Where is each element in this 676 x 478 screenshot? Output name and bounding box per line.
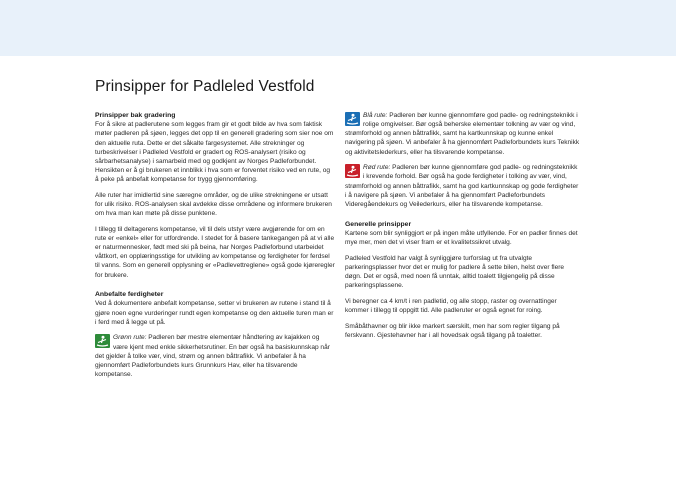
blue-route-paragraph: [345, 111, 580, 157]
paragraph-generelle-3: Vi beregner ca 4 km/t i ren padletid, og alle stopp, raster og overnattinger kommer i tillegg til oppgitt tid. Alle padleruter er også egnet for roing.: [345, 297, 557, 314]
left-column: [95, 111, 335, 386]
green-route-text: Padleren bør mestre elementær håndtering av kajakken og være kjent med enkle sikkerhetsrutiner. En bør også ha basiskunnskap når det gjelder å tolke vær, vind, strøm og annen båttrafikk. Vi anbefaler å ha gjennomført Padleforbundets kurs Grunnkurs Hav, eller ha tilsvarende kompetanse.: [95, 334, 330, 378]
section-heading-gradering: Prinsipper bak gradering: [95, 112, 176, 119]
top-band: [0, 0, 676, 56]
paragraph-generelle-2: Padleled Vestfold har valgt å synliggjøre turforslag ut fra utvalgte parkeringsplasser hvor det er mulig for padlere å sette bilen, helst over flere døgn. Det er også, med noen få unntak, alltid toalett tilgjengelig på disse parkeringsplassene.: [345, 254, 565, 290]
paragraph-ferdigheter-1: Ved å dokumentere anbefalt kompetanse, setter vi brukeren av rutene i stand til å gjøre noen egne vurderinger rundt egen kompetanse og den aktuelle turen man er i ferd med å legge ut på.: [95, 300, 334, 326]
paddler-red-icon: [345, 164, 360, 178]
blue-route-text: Padleren bør kunne gjennomføre god padle- og redningsteknikk i rolige omgivelser. Bør også beherske elementær tolkning av vær og vind, strømforhold og annen båttrafikk, samt ha kartkunnskap og kunne enkel navigering på sjøen. Vi anbefaler å ha gjennomført Padleforbundets kurs Teknikk og aktivitetslederkurs, eller ha tilsvarende kompetanse.: [345, 112, 580, 156]
paragraph-generelle-1: Kartene som blir synliggjort er på ingen måte utfyllende. For en padler finnes det mye mer, men det vi viser fram er et kvalitetssikret utvalg.: [345, 229, 578, 246]
blue-route-label: Blå rute:: [363, 112, 388, 119]
green-route-paragraph: [95, 333, 335, 379]
paragraph-generelle-4: Småbåthavner og blir ikke markert særskilt, men har som regler tilgang på ferskvann. Gjestehavner har i all hovedsak også tilgang på toaletter.: [345, 322, 560, 339]
paragraph-gradering-1: For å sikre at padlerutene som legges fram gir et godt bilde av hva som faktisk møter padleren på sjøen, legges det opp til en generell gradering som sier noe om den aktuelle ruta. Dette er det såkalte fargesystemet. Alle strekninger og turbeskrivelser i Padleled Vestfold er gradert og ROS-analysert (risiko og sårbarhetsanalyse) i samarbeid med og godkjent av Norges Padleforbundet. Hensikten er å gi brukeren et innblikk i hva som er forventet risiko ved en rute, og å peke på anbefalt kompetanse for trygg gjennomføring.: [95, 121, 334, 184]
right-column: [345, 111, 580, 346]
red-route-paragraph: [345, 163, 580, 209]
red-route-label: Rød rute:: [363, 164, 391, 172]
paragraph-gradering-2: Alle ruter har imidlertid sine særegne områder, og de ulike strekningene er utsatt for ulik risiko. ROS-analysen skal avdekke disse områdene og informere brukeren om hva man kan møte på disse punktene.: [95, 191, 332, 218]
paragraph-gradering-3: I tillegg til deltagerens kompetanse, vil til dels utstyr være avgjørende for om en rute er «enkel» eller for utfordrende. I stedet for å basere tankegangen på at vi alle er naturmennesker, født med ski på beina, har Norges Padleforbund utarbeidet våttkort, en opplæringsstige for utvikling av kompetanse og ferdigheter for ferdsel til vanns. Som en generell opplysning er «Padlevettreglene» også gode kjøreregler for brukere.: [95, 225, 335, 279]
section-heading-generelle: Generelle prinsipper: [345, 220, 412, 228]
paddler-green-icon: [95, 334, 110, 348]
green-route-label: Grønn rute:: [113, 334, 147, 342]
page-title: Prinsipper for Padleled Vestfold: [95, 78, 315, 95]
section-heading-ferdigheter: Anbefalte ferdigheter: [95, 291, 164, 299]
red-route-text: Padleren bør kunne gjennomføre god padle- og redningsteknikk i krevende forhold. Bør også ha gode ferdigheter i tolking av vær, vind, strømforhold og annen båttrafikk, samt ha god kartkunnskap og gode ferdigheter i å navigere på sjøen. Vi anbefaler å ha gjennomført Padleforbundets Videregåendekurs og Veilederkurs, eller ha tilsvarende kompetanse.: [345, 164, 579, 208]
paddler-blue-icon: [345, 112, 360, 126]
